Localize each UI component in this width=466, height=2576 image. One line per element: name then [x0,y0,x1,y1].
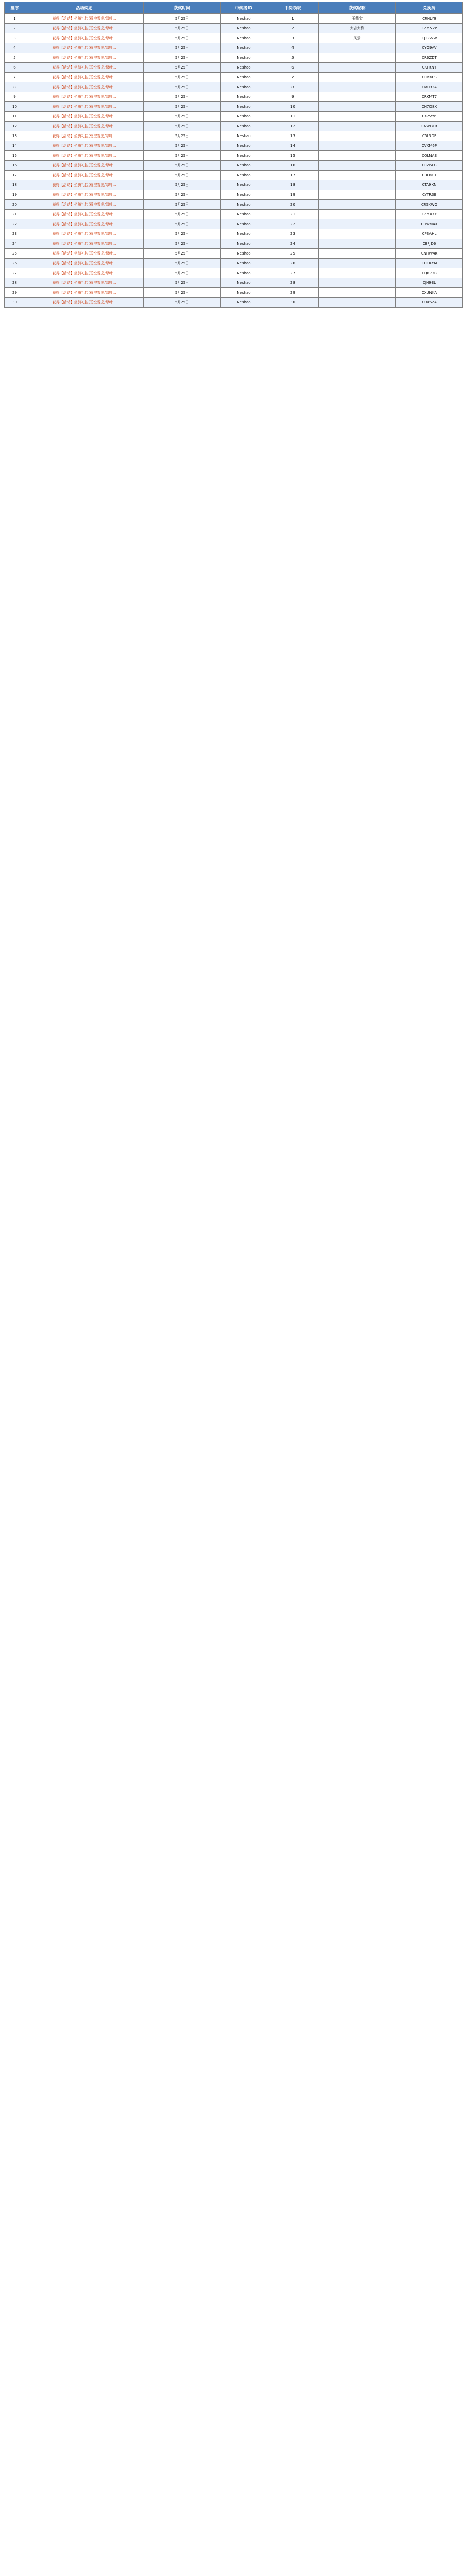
cell-nickname [319,190,396,200]
cell-time: 5月25日 [144,268,221,278]
cell-code: C5L3DF [396,131,463,141]
cell-index: 8 [5,82,25,92]
cell-code: CZMAKY [396,210,463,219]
cell-prize: 获得【活动】坐骑礼包(碧空雪虎/绿叶... [25,92,144,102]
cell-nickname [319,180,396,190]
col-header-index: 排序 [5,2,25,14]
cell-prize: 获得【活动】坐骑礼包(碧空雪虎/绿叶... [25,288,144,298]
cell-claim: 25 [267,249,319,259]
table-row [5,92,463,102]
cell-time: 5月25日 [144,278,221,288]
cell-nickname [319,239,396,249]
cell-winner-id: Neshao [221,73,267,82]
cell-winner-id: Neshao [221,131,267,141]
cell-nickname [319,200,396,210]
cell-nickname [319,82,396,92]
cell-claim: 15 [267,151,319,161]
cell-time: 5月25日 [144,298,221,308]
cell-winner-id: Neshao [221,14,267,24]
cell-time: 5月25日 [144,288,221,298]
cell-claim: 8 [267,82,319,92]
cell-code: CJT2WW [396,33,463,43]
cell-time: 5月25日 [144,92,221,102]
cell-winner-id: Neshao [221,141,267,151]
cell-prize: 获得【活动】坐骑礼包(碧空雪虎/绿叶... [25,102,144,112]
cell-winner-id: Neshao [221,53,267,63]
cell-index: 28 [5,278,25,288]
cell-claim: 18 [267,180,319,190]
table-row [5,14,463,24]
cell-winner-id: Neshao [221,151,267,161]
cell-prize: 获得【活动】坐骑礼包(碧空雪虎/绿叶... [25,180,144,190]
cell-time: 5月25日 [144,259,221,268]
cell-claim: 6 [267,63,319,73]
cell-prize: 获得【活动】坐骑礼包(碧空雪虎/绿叶... [25,63,144,73]
cell-claim: 19 [267,190,319,200]
cell-time: 5月25日 [144,73,221,82]
cell-time: 5月25日 [144,63,221,73]
cell-index: 20 [5,200,25,210]
cell-winner-id: Neshao [221,219,267,229]
cell-nickname [319,122,396,131]
cell-claim: 11 [267,112,319,122]
cell-winner-id: Neshao [221,210,267,219]
table-row [5,210,463,219]
cell-claim: 20 [267,200,319,210]
table-row [5,82,463,92]
cell-nickname [319,112,396,122]
table-row [5,229,463,239]
cell-code: CUX5Z4 [396,298,463,308]
cell-time: 5月25日 [144,33,221,43]
cell-index: 25 [5,249,25,259]
cell-winner-id: Neshao [221,171,267,180]
table-row [5,180,463,190]
cell-code: CKTRNY [396,63,463,73]
cell-code: CNWBLR [396,122,463,131]
cell-code: CRZ6FG [396,161,463,171]
cell-prize: 获得【活动】坐骑礼包(碧空雪虎/绿叶... [25,278,144,288]
cell-time: 5月25日 [144,249,221,259]
cell-time: 5月25日 [144,219,221,229]
table-row [5,278,463,288]
cell-code: CX2VY6 [396,112,463,122]
table-row [5,171,463,180]
cell-claim: 7 [267,73,319,82]
cell-code: CH7Q8X [396,102,463,112]
cell-nickname: 玉茄宝 [319,14,396,24]
cell-prize: 获得【活动】坐骑礼包(碧空雪虎/绿叶... [25,73,144,82]
cell-prize: 获得【活动】坐骑礼包(碧空雪虎/绿叶... [25,24,144,33]
cell-index: 13 [5,131,25,141]
cell-winner-id: Neshao [221,63,267,73]
cell-time: 5月25日 [144,200,221,210]
cell-nickname: 风云 [319,33,396,43]
cell-code: CHCKYM [396,259,463,268]
cell-winner-id: Neshao [221,92,267,102]
cell-code: CR6ZDT [396,53,463,63]
cell-code: CMLR3A [396,82,463,92]
cell-nickname [319,249,396,259]
cell-winner-id: Neshao [221,259,267,268]
table-row [5,298,463,308]
cell-claim: 26 [267,259,319,268]
col-header-claim: 中奖领取 [267,2,319,14]
cell-claim: 9 [267,92,319,102]
cell-winner-id: Neshao [221,249,267,259]
cell-claim: 30 [267,298,319,308]
cell-code: CYTR3E [396,190,463,200]
cell-code: CQRP3B [396,268,463,278]
cell-claim: 22 [267,219,319,229]
cell-claim: 13 [267,131,319,141]
cell-nickname [319,161,396,171]
cell-index: 1 [5,14,25,24]
winner-table [4,2,463,308]
cell-prize: 获得【活动】坐骑礼包(碧空雪虎/绿叶... [25,298,144,308]
cell-index: 9 [5,92,25,102]
table-row [5,102,463,112]
cell-code: CRKMT7 [396,92,463,102]
cell-winner-id: Neshao [221,288,267,298]
cell-prize: 获得【活动】坐骑礼包(碧空雪虎/绿叶... [25,200,144,210]
cell-claim: 3 [267,33,319,43]
col-header-time: 获奖时间 [144,2,221,14]
cell-code: CYQ9AV [396,43,463,53]
cell-winner-id: Neshao [221,102,267,112]
cell-code: CQLNAE [396,151,463,161]
table-row [5,33,463,43]
cell-time: 5月25日 [144,180,221,190]
cell-winner-id: Neshao [221,33,267,43]
cell-time: 5月25日 [144,151,221,161]
cell-code: CFMKCS [396,73,463,82]
cell-prize: 获得【活动】坐骑礼包(碧空雪虎/绿叶... [25,190,144,200]
table-row [5,131,463,141]
cell-winner-id: Neshao [221,200,267,210]
table-row [5,73,463,82]
cell-code: CBFJD6 [396,239,463,249]
table-row [5,24,463,33]
cell-index: 4 [5,43,25,53]
cell-prize: 获得【活动】坐骑礼包(碧空雪虎/绿叶... [25,141,144,151]
cell-claim: 10 [267,102,319,112]
cell-prize: 获得【活动】坐骑礼包(碧空雪虎/绿叶... [25,229,144,239]
cell-prize: 获得【活动】坐骑礼包(碧空雪虎/绿叶... [25,161,144,171]
cell-index: 2 [5,24,25,33]
cell-index: 5 [5,53,25,63]
cell-nickname [319,63,396,73]
table-row [5,122,463,131]
cell-index: 30 [5,298,25,308]
cell-claim: 1 [267,14,319,24]
cell-nickname [319,141,396,151]
cell-prize: 获得【活动】坐骑礼包(碧空雪虎/绿叶... [25,210,144,219]
cell-claim: 24 [267,239,319,249]
cell-code: CVXM6P [396,141,463,151]
cell-index: 17 [5,171,25,180]
cell-claim: 2 [267,24,319,33]
table-row [5,219,463,229]
cell-winner-id: Neshao [221,190,267,200]
cell-index: 24 [5,239,25,249]
cell-index: 19 [5,190,25,200]
cell-nickname: 大吉大利 [319,24,396,33]
cell-code: CTA9KN [396,180,463,190]
cell-code: CPSAHL [396,229,463,239]
cell-time: 5月25日 [144,112,221,122]
cell-code: CZMN2P [396,24,463,33]
table-row [5,53,463,63]
cell-winner-id: Neshao [221,112,267,122]
cell-nickname [319,298,396,308]
cell-time: 5月25日 [144,24,221,33]
table-row [5,268,463,278]
cell-prize: 获得【活动】坐骑礼包(碧空雪虎/绿叶... [25,268,144,278]
cell-prize: 获得【活动】坐骑礼包(碧空雪虎/绿叶... [25,14,144,24]
cell-index: 27 [5,268,25,278]
table-row [5,43,463,53]
col-header-winner-id: 中奖者ID [221,2,267,14]
cell-nickname [319,92,396,102]
cell-prize: 获得【活动】坐骑礼包(碧空雪虎/绿叶... [25,122,144,131]
cell-nickname [319,278,396,288]
cell-prize: 获得【活动】坐骑礼包(碧空雪虎/绿叶... [25,239,144,249]
cell-claim: 17 [267,171,319,180]
cell-index: 29 [5,288,25,298]
table-row [5,288,463,298]
cell-winner-id: Neshao [221,268,267,278]
cell-code: CXUNKA [396,288,463,298]
cell-nickname [319,53,396,63]
cell-time: 5月25日 [144,161,221,171]
cell-winner-id: Neshao [221,278,267,288]
cell-nickname [319,268,396,278]
cell-winner-id: Neshao [221,239,267,249]
cell-index: 15 [5,151,25,161]
cell-nickname [319,229,396,239]
table-row [5,112,463,122]
cell-time: 5月25日 [144,122,221,131]
cell-prize: 获得【活动】坐骑礼包(碧空雪虎/绿叶... [25,131,144,141]
table-body [5,14,463,308]
cell-index: 23 [5,229,25,239]
cell-nickname [319,73,396,82]
header-row [5,2,463,14]
cell-prize: 获得【活动】坐骑礼包(碧空雪虎/绿叶... [25,82,144,92]
table-row [5,259,463,268]
table-row [5,151,463,161]
table-row [5,200,463,210]
cell-claim: 28 [267,278,319,288]
cell-prize: 获得【活动】坐骑礼包(碧空雪虎/绿叶... [25,171,144,180]
table-row [5,63,463,73]
cell-time: 5月25日 [144,43,221,53]
cell-time: 5月25日 [144,171,221,180]
cell-time: 5月25日 [144,229,221,239]
cell-winner-id: Neshao [221,229,267,239]
cell-prize: 获得【活动】坐骑礼包(碧空雪虎/绿叶... [25,33,144,43]
cell-claim: 16 [267,161,319,171]
cell-code: CUL8GT [396,171,463,180]
cell-time: 5月25日 [144,141,221,151]
cell-index: 22 [5,219,25,229]
cell-claim: 29 [267,288,319,298]
cell-code: CDWN4X [396,219,463,229]
cell-index: 6 [5,63,25,73]
cell-nickname [319,171,396,180]
cell-prize: 获得【活动】坐骑礼包(碧空雪虎/绿叶... [25,112,144,122]
cell-index: 12 [5,122,25,131]
col-header-prize: 活动奖励 [25,2,144,14]
cell-prize: 获得【活动】坐骑礼包(碧空雪虎/绿叶... [25,219,144,229]
table-row [5,190,463,200]
table-header [5,2,463,14]
cell-claim: 5 [267,53,319,63]
cell-nickname [319,288,396,298]
cell-claim: 21 [267,210,319,219]
cell-index: 14 [5,141,25,151]
cell-prize: 获得【活动】坐骑礼包(碧空雪虎/绿叶... [25,151,144,161]
cell-code: CR5KWQ [396,200,463,210]
cell-time: 5月25日 [144,102,221,112]
cell-time: 5月25日 [144,82,221,92]
cell-index: 10 [5,102,25,112]
cell-prize: 获得【活动】坐骑礼包(碧空雪虎/绿叶... [25,259,144,268]
cell-prize: 获得【活动】坐骑礼包(碧空雪虎/绿叶... [25,43,144,53]
cell-index: 21 [5,210,25,219]
cell-time: 5月25日 [144,239,221,249]
cell-prize: 获得【活动】坐骑礼包(碧空雪虎/绿叶... [25,53,144,63]
cell-index: 16 [5,161,25,171]
cell-nickname [319,219,396,229]
cell-code: CJH9EL [396,278,463,288]
table-row [5,249,463,259]
cell-nickname [319,151,396,161]
cell-index: 26 [5,259,25,268]
cell-claim: 27 [267,268,319,278]
cell-nickname [319,210,396,219]
cell-winner-id: Neshao [221,298,267,308]
cell-time: 5月25日 [144,190,221,200]
cell-index: 18 [5,180,25,190]
cell-nickname [319,102,396,112]
cell-code: CNHW4K [396,249,463,259]
cell-code: CRNLY9 [396,14,463,24]
col-header-nickname: 获奖昵称 [319,2,396,14]
cell-winner-id: Neshao [221,180,267,190]
cell-nickname [319,259,396,268]
cell-winner-id: Neshao [221,82,267,92]
cell-index: 3 [5,33,25,43]
col-header-code: 兑换码 [396,2,463,14]
cell-claim: 4 [267,43,319,53]
cell-winner-id: Neshao [221,24,267,33]
cell-winner-id: Neshao [221,122,267,131]
cell-index: 7 [5,73,25,82]
cell-claim: 23 [267,229,319,239]
cell-claim: 12 [267,122,319,131]
cell-time: 5月25日 [144,53,221,63]
cell-time: 5月25日 [144,210,221,219]
cell-prize: 获得【活动】坐骑礼包(碧空雪虎/绿叶... [25,249,144,259]
cell-nickname [319,43,396,53]
cell-claim: 14 [267,141,319,151]
cell-winner-id: Neshao [221,161,267,171]
table-row [5,239,463,249]
table-row [5,161,463,171]
table-row [5,141,463,151]
cell-winner-id: Neshao [221,43,267,53]
cell-time: 5月25日 [144,131,221,141]
cell-nickname [319,131,396,141]
cell-time: 5月25日 [144,14,221,24]
cell-index: 11 [5,112,25,122]
